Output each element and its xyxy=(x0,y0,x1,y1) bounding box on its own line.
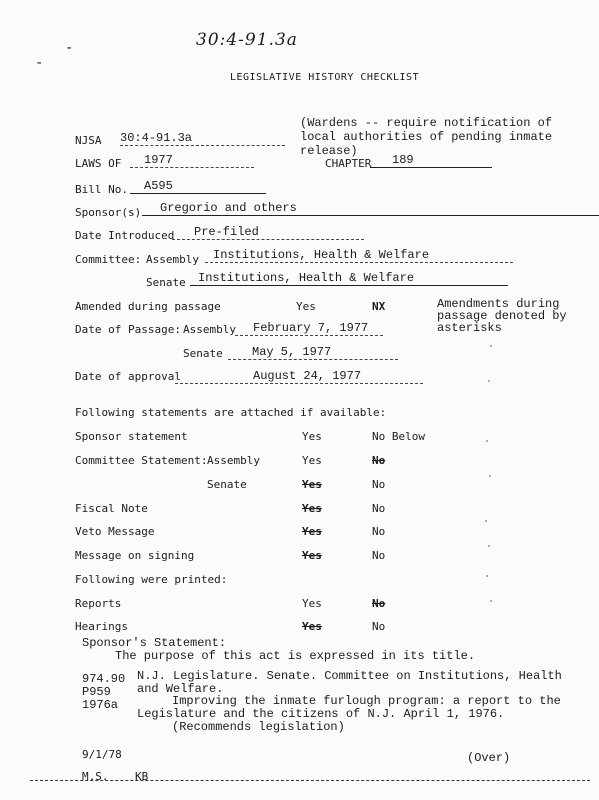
amended-no-struck: NX xyxy=(372,300,386,313)
fiscal-note-yes-struck: Yes xyxy=(302,502,322,515)
scan-speck xyxy=(485,520,487,522)
footer-date: 9/1/78 xyxy=(82,748,122,761)
laws-of-label: LAWS OF xyxy=(75,157,122,170)
citation-line-1: N.J. Legislature. Senate. Committee on Institutions, Health xyxy=(137,669,562,683)
scan-speck xyxy=(488,545,490,547)
call-number-line-1: 974.90 xyxy=(82,672,126,686)
scan-mark: - xyxy=(65,40,74,56)
laws-of-value: 1977 xyxy=(130,153,254,168)
scan-speck xyxy=(489,475,491,477)
sponsor-statement-yes: Yes xyxy=(302,430,322,443)
scan-speck xyxy=(488,380,490,382)
chapter-label: CHAPTER xyxy=(325,157,372,170)
date-of-approval-label: Date of approval xyxy=(75,370,181,383)
senate-committee-value: Institutions, Health & Welfare xyxy=(190,271,508,286)
fiscal-note-no: No xyxy=(372,502,386,515)
passage-senate-value: May 5, 1977 xyxy=(228,345,398,360)
bill-label: Bill No. xyxy=(75,183,128,196)
footer-initials: M.S. xyxy=(82,770,109,783)
scan-speck xyxy=(490,600,492,602)
chapter-value: 189 xyxy=(370,153,492,168)
passage-senate-label: Senate xyxy=(183,347,223,360)
reports-label: Reports xyxy=(75,597,122,610)
assembly-committee-value: Institutions, Health & Welfare xyxy=(205,248,513,263)
message-signing-no: No xyxy=(372,549,386,562)
citation-line-5: (Recommends legislation) xyxy=(172,720,345,734)
hearings-no: No xyxy=(372,620,386,633)
committee-statement-assembly-label: Assembly xyxy=(207,454,260,467)
call-number-line-2: P959 xyxy=(82,685,111,699)
footer-dashed-rule xyxy=(30,780,590,781)
scan-speck xyxy=(486,575,488,577)
passage-assembly-label: Assembly xyxy=(183,323,236,336)
citation-line-3: Improving the inmate furlough program: a report to the xyxy=(172,694,561,708)
date-of-approval-value: August 24, 1977 xyxy=(175,369,423,384)
handwritten-statute-number: 30:4-91.3a xyxy=(196,30,298,50)
sponsors-statement-heading: Sponsor's Statement: xyxy=(82,636,227,650)
sponsor-value: Gregorio and others xyxy=(142,201,599,216)
sponsor-statement-no: No Below xyxy=(372,430,425,443)
committee-label: Committee: xyxy=(75,253,142,266)
veto-message-no: No xyxy=(372,525,386,538)
page-title: LEGISLATIVE HISTORY CHECKLIST xyxy=(230,72,420,83)
reports-yes: Yes xyxy=(302,597,322,610)
amendments-note: Amendments during passage denoted by asterisks xyxy=(437,297,567,335)
call-number-line-3: 1976a xyxy=(82,698,119,712)
date-introduced-value: Pre-filed xyxy=(172,225,364,240)
committee-statement-senate-label: Senate xyxy=(207,478,247,491)
citation-line-4: Legislature and the citizens of N.J. April 1, 1976. xyxy=(137,707,505,721)
message-signing-label: Message on signing xyxy=(75,549,195,562)
attached-heading: Following statements are attached if available: xyxy=(75,406,387,419)
veto-message-label: Veto Message xyxy=(75,525,155,538)
veto-message-yes-struck: Yes xyxy=(302,525,322,538)
committee-statement-assembly-yes: Yes xyxy=(302,454,322,467)
date-of-passage-label: Date of Passage: xyxy=(75,323,181,336)
sponsors-statement-text: The purpose of this act is expressed in its title. xyxy=(115,649,476,663)
footer-initials-2: KB xyxy=(135,770,149,783)
amended-label: Amended during passage xyxy=(75,300,221,313)
message-signing-yes-struck: Yes xyxy=(302,549,322,562)
committee-senate-label: Senate xyxy=(146,276,186,289)
committee-assembly-label: Assembly xyxy=(146,253,199,266)
scan-speck xyxy=(490,345,492,347)
date-introduced-label: Date Introduced xyxy=(75,229,175,242)
sponsor-label: Sponsor(s) xyxy=(75,206,142,219)
scan-mark: - xyxy=(35,55,44,71)
committee-statement-senate-no: No xyxy=(372,478,386,491)
njsa-label: NJSA xyxy=(75,134,102,147)
sponsor-statement-label: Sponsor statement xyxy=(75,430,188,443)
njsa-value: 30:4-91.3a xyxy=(120,131,285,146)
committee-statement-assembly-no-struck: No xyxy=(372,454,386,467)
committee-statement-senate-yes-struck: Yes xyxy=(302,478,322,491)
passage-assembly-value: February 7, 1977 xyxy=(235,321,383,336)
statute-description: (Wardens -- require notification of local authorities of pending inmate release) xyxy=(300,116,553,158)
reports-no-struck: No xyxy=(372,597,386,610)
amended-yes: Yes xyxy=(296,300,316,313)
hearings-label: Hearings xyxy=(75,620,128,633)
over-label: (Over) xyxy=(467,751,511,765)
printed-heading: Following were printed: xyxy=(75,573,228,586)
committee-statement-label: Committee Statement: xyxy=(75,454,208,467)
fiscal-note-label: Fiscal Note xyxy=(75,502,148,515)
hearings-yes-struck: Yes xyxy=(302,620,322,633)
scan-speck xyxy=(486,440,488,442)
bill-value: A595 xyxy=(130,179,266,194)
citation-line-2: and Welfare. xyxy=(137,682,224,696)
